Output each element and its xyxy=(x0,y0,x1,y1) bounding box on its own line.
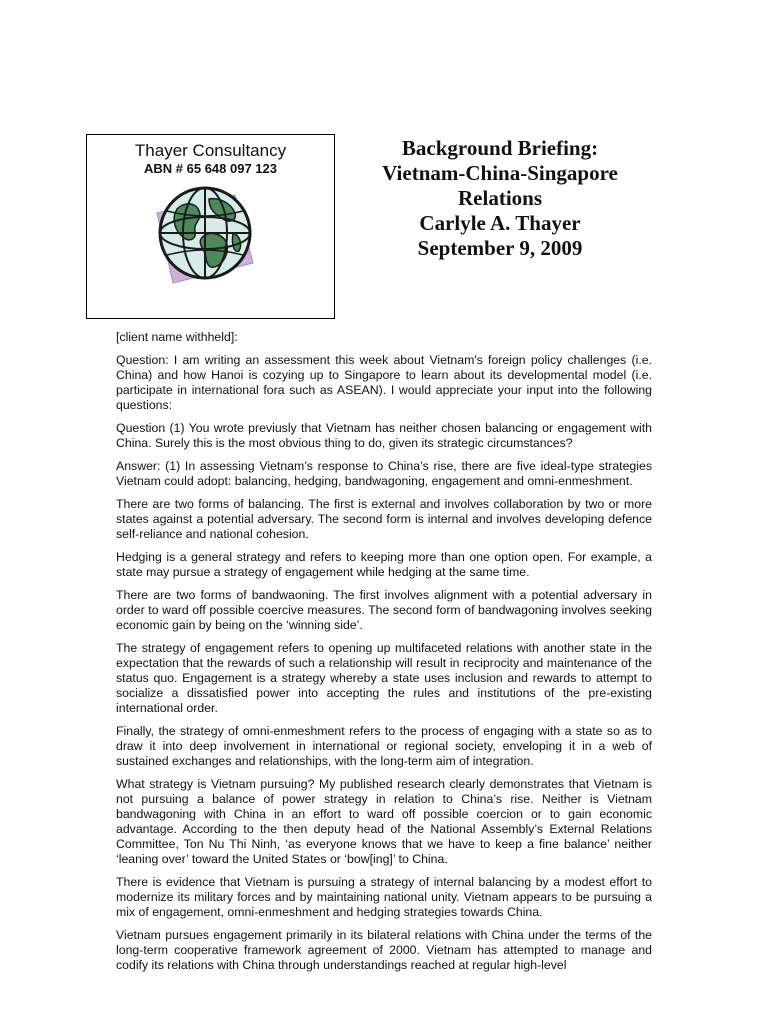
document-body xyxy=(116,330,652,981)
paragraph: Question: I am writing an assessment this week about Vietnam's foreign policy challenges (i.e. China) and how Hanoi is cozying up to Singapore to learn about its developmental model (i.e. participate in international fora such as ASEAN). I would appreciate your input into the following questions: xyxy=(116,353,652,412)
paragraph: Hedging is a general strategy and refers to keeping more than one option open. For example, a state may pursue a strategy of engagement while hedging at the same time. xyxy=(116,550,652,579)
company-abn: ABN # 65 648 097 123 xyxy=(144,161,277,176)
paragraph: There is evidence that Vietnam is pursuing a strategy of internal balancing by a modest effort to modernize its military forces and by maintaining national unity. Vietnam appears to be pursuing a mix of engagement, omni-enmeshment and hedging strategies towards China. xyxy=(116,875,652,919)
author-name: Carlyle A. Thayer xyxy=(419,211,581,235)
company-name: Thayer Consultancy xyxy=(134,141,287,160)
salutation: [client name withheld]: xyxy=(116,330,238,344)
briefing-title: Background Briefing: xyxy=(401,136,599,160)
briefing-subject: Vietnam-China-Singapore Relations xyxy=(382,161,618,210)
title-block xyxy=(340,136,660,261)
globe-icon xyxy=(149,181,259,291)
paragraph: Answer: (1) In assessing Vietnam’s response to China’s rise, there are five ideal-type strategies Vietnam could adopt: balancing, hedging, bandwagoning, engagement and omni-enmeshment. xyxy=(116,459,652,488)
paragraph: There are two forms of balancing. The first is external and involves collaboration by two or more states against a potential adversary. The second form is internal and involves developing defence self-reliance and national cohesion. xyxy=(116,497,652,541)
paragraph: Finally, the strategy of omni-enmeshment refers to the process of engaging with a state so as to draw it into deep involvement in international or regional society, enveloping it in a web of sustained exchanges and relationships, with the long-term aim of integration. xyxy=(116,724,652,768)
logo-box xyxy=(86,134,335,319)
paragraph: What strategy is Vietnam pursuing? My published research clearly demonstrates that Vietnam is not pursuing a balance of power strategy in relation to China’s rise. Neither is Vietnam bandwagoning with China in an effort to ward off possible coercion or to gain economic advantage. According to the then deputy head of the National Assembly’s External Relations Committee, Ton Nu Thi Ninh, ‘as everyone knows that we have to keep a fine balance’ neither ‘leaning over’ toward the United States or ‘bow[ing]’ to China. xyxy=(116,777,652,866)
paragraph: There are two forms of bandwaoning. The first involves alignment with a potential adversary in order to ward off possible coercive measures. The second form of bandwagoning involves seeking economic gain by being on the ‘winning side’. xyxy=(116,588,652,632)
paragraph: The strategy of engagement refers to opening up multifaceted relations with another state in the expectation that the rewards of such a relationship will result in reciprocity and maintenance of the status quo. Engagement is a strategy whereby a state uses inclusion and rewards to attempt to socialize a dissatisfied power into accepting the rules and institutions of the pre-existing international order. xyxy=(116,641,652,715)
paragraph: Question (1) You wrote previusly that Vietnam has neither chosen balancing or engagement with China. Surely this is the most obvious thing to do, given its strategic circumstances? xyxy=(116,421,652,450)
briefing-date: September 9, 2009 xyxy=(417,236,583,260)
paragraph: Vietnam pursues engagement primarily in its bilateral relations with China under the terms of the long-term cooperative framework agreement of 2000. Vietnam has attempted to manage and codify its relations with China through understandings reached at regular high-level xyxy=(116,928,652,972)
